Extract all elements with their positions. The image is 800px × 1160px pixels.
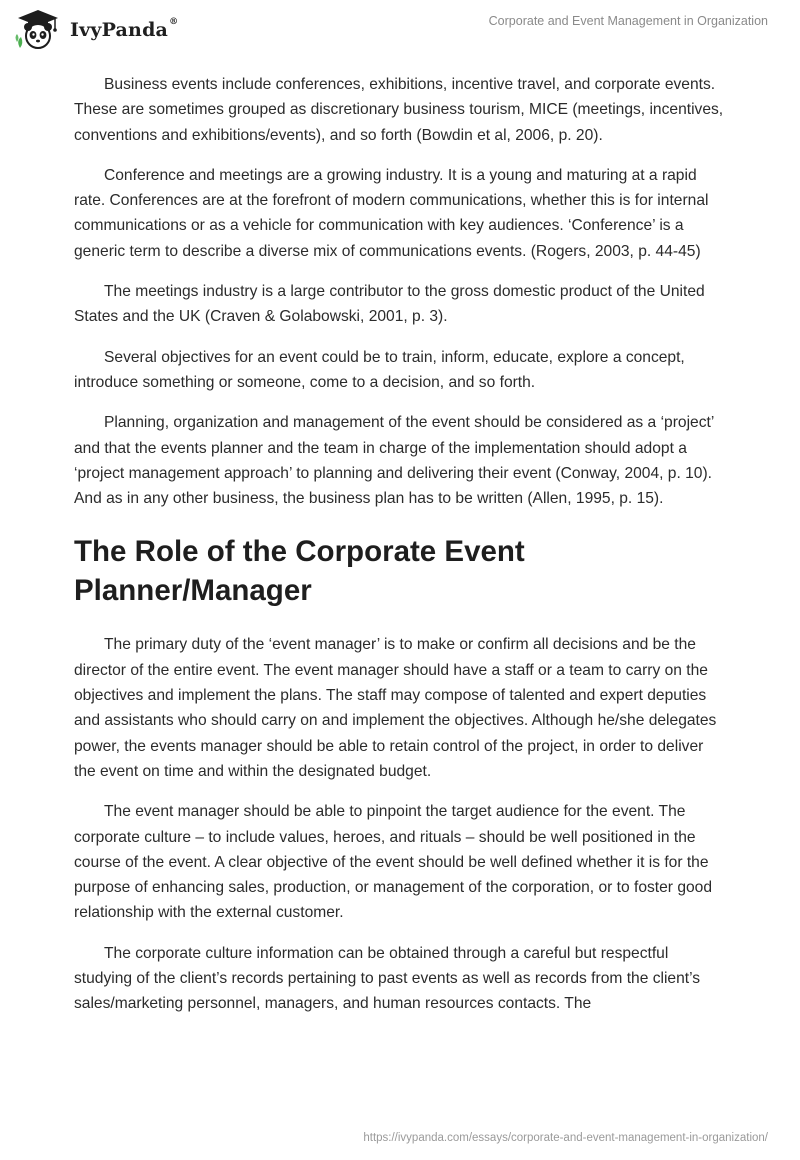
document-title: Corporate and Event Management in Organization: [488, 14, 768, 28]
paragraph: The meetings industry is a large contributor to the gross domestic product of the United States and the UK (Craven & Golabowski, 2001, p. 3).: [74, 283, 705, 326]
panda-graduate-icon: [14, 8, 62, 52]
paragraph: Several objectives for an event could be to train, inform, educate, explore a concept, introduce something or someone, come to a decision, and so forth.: [74, 348, 685, 391]
section-heading: The Role of the Corporate Event Planner/Manager: [74, 535, 525, 608]
paragraph: Business events include conferences, exhibitions, incentive travel, and corporate events. These are sometimes grouped as discretionary business tourism, MICE (meetings, incentives, conventions and exhibitions/events), and so forth (Bowdin et al, 2006, p. 20).: [74, 76, 724, 144]
paragraph: The corporate culture information can be obtained through a careful but respectful studying of the client’s records pertaining to past events as well as records from the client’s sales/marketing personnel, managers, and human resources contacts. The: [74, 944, 701, 1013]
brand-logo[interactable]: [14, 8, 178, 52]
essay-body: [74, 72, 724, 1032]
paragraph: Conference and meetings are a growing industry. It is a young and maturing at a rapid rate. Conferences are at the forefront of modern communications, whether this is for internal communications or as a vehicle for communication with key audiences. ‘Conference’ is a generic term to describe a diverse mix of communications events. (Rogers, 2003, p. 44-45): [74, 166, 709, 260]
page-header: [0, 0, 800, 60]
paragraph: Planning, organization and management of the event should be considered as a ‘project’ and that the events planner and the team in charge of the implementation should adopt a ‘project management approach’ to planning and delivering their event (Conway, 2004, p. 10). And as in any other business, the business plan has to be written (Allen, 1995, p. 15).: [74, 414, 714, 508]
paragraph: The primary duty of the ‘event manager’ is to make or confirm all decisions and be the director of the entire event. The event manager should have a staff or a team to carry on the objectives and implement the plans. The staff may compose of talented and expert deputies and assistants who should carry on and implement the objectives. Although he/she delegates power, the events manager should be able to retain control of the project, in order to deliver the event on time and within the designated budget.: [74, 636, 717, 780]
paragraph: The event manager should be able to pinpoint the target audience for the event. The corporate culture – to include values, heroes, and rituals – should be well positioned in the course of the event. A clear objective of the event should be well defined whether it is for the purpose of enhancing sales, production, or management of the corporation, or to foster good relationship with the external customer.: [74, 803, 713, 922]
brand-name: IvyPanda®: [70, 17, 179, 41]
registered-mark: ®: [169, 17, 179, 27]
source-url[interactable]: https://ivypanda.com/essays/corporate-and-event-management-in-organization/: [363, 1132, 768, 1144]
